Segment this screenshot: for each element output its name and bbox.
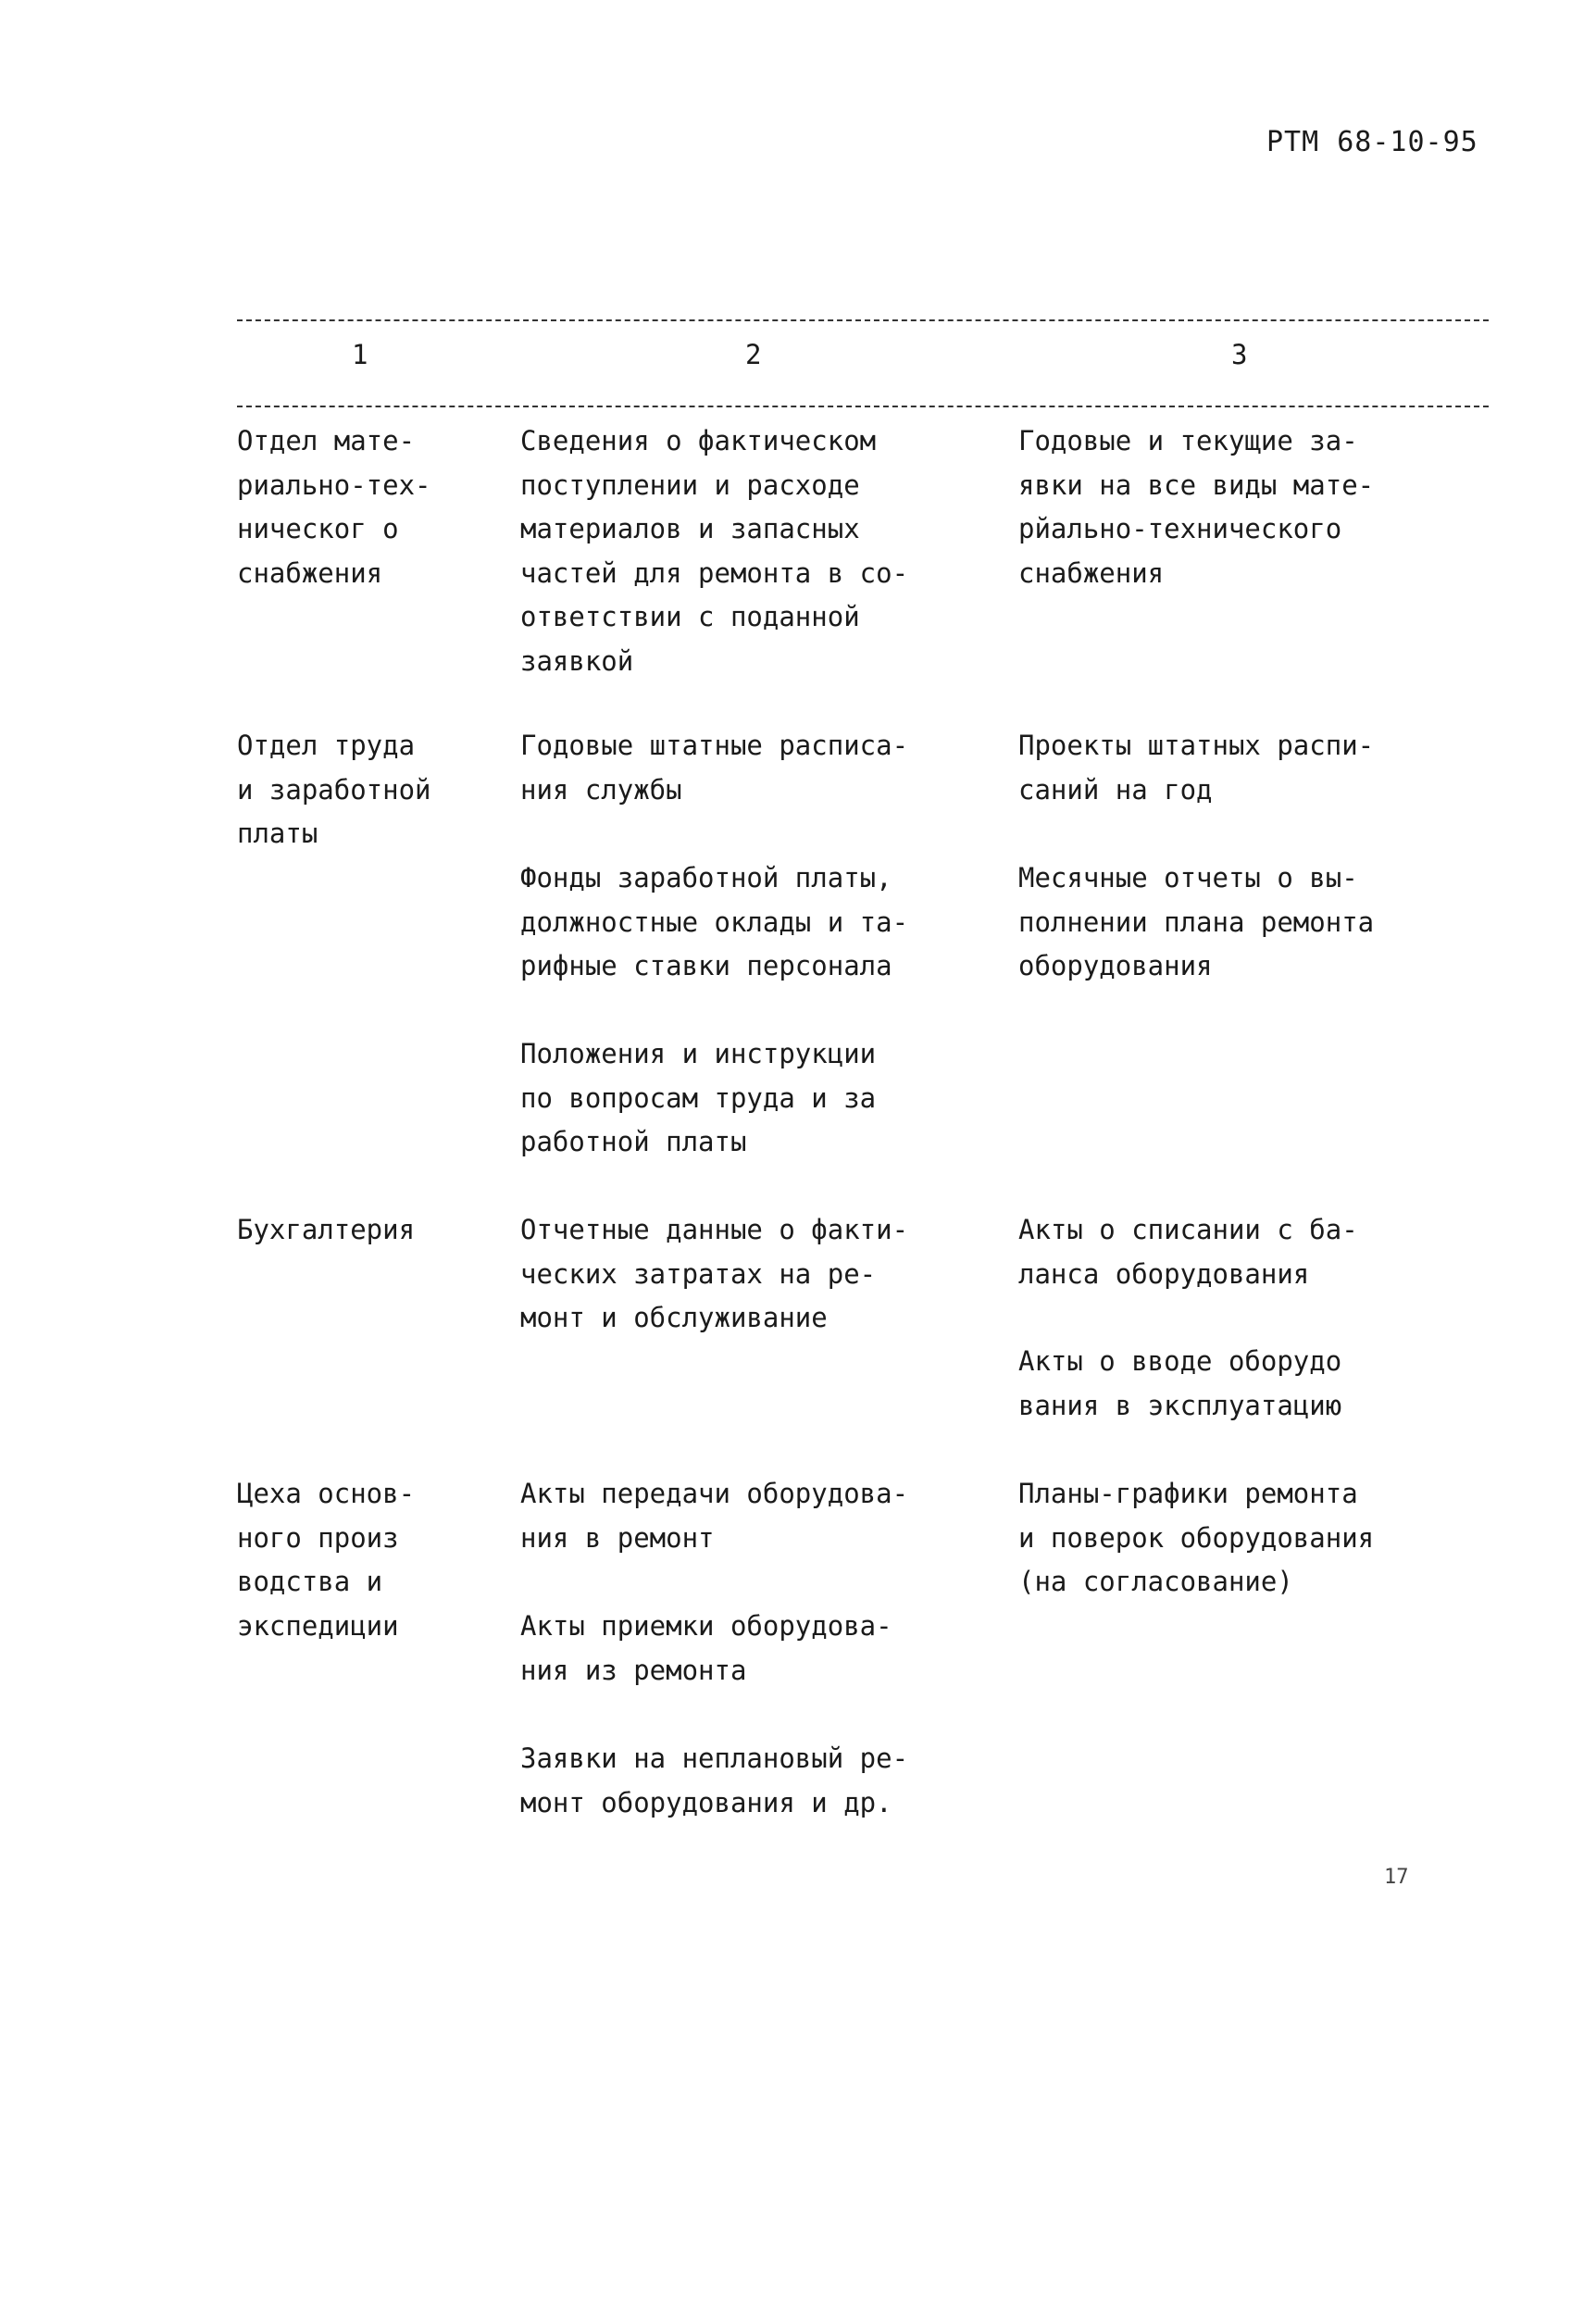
row-2-provides-1: Годовые штатные расписа- ния службы — [520, 730, 909, 806]
column-number-2: 2 — [745, 339, 762, 370]
row-4-receives-1: Планы-графики ремонта и поверок оборудования (на согласование) — [1018, 1478, 1375, 1597]
table-top-rule — [237, 319, 1489, 321]
row-4-provides-1: Акты передачи оборудова- ния в ремонт — [520, 1478, 909, 1554]
table-header-rule — [237, 406, 1489, 407]
row-2-provides-3: Положения и инструкции по вопросам труда и за работной платы — [520, 1038, 877, 1157]
row-2-department: Отдел труда и заработной платы — [237, 730, 431, 849]
row-4-department: Цеха основ- ного произ водства и экспедиции — [237, 1478, 416, 1642]
column-number-1: 1 — [352, 339, 368, 370]
row-4-provides-2: Акты приемки оборудова- ния из ремонта — [520, 1610, 892, 1686]
row-2-receives-2: Месячные отчеты о вы- полнении плана ремонта оборудования — [1018, 862, 1375, 981]
row-1-provides-1: Сведения о фактическом поступлении и расходе материалов и запасных частей для ремонта в со- ответствии с поданной заявкой — [520, 425, 909, 677]
page-number: 17 — [1384, 1866, 1409, 1889]
document-code: РТМ 68-10-95 — [1266, 126, 1478, 158]
row-3-receives-1: Акты о списании с ба- ланса оборудования — [1018, 1214, 1358, 1290]
column-number-3: 3 — [1231, 339, 1248, 370]
row-2-provides-2: Фонды заработной платы, должностные оклады и та- рифные ставки персонала — [520, 862, 909, 981]
row-1-department: Отдел мате- риально-тех- ническог о снабжения — [237, 425, 431, 589]
row-3-receives-2: Акты о вводе оборудо вания в эксплуатацию — [1018, 1345, 1342, 1421]
row-2-receives-1: Проекты штатных распи- саний на год — [1018, 730, 1375, 806]
row-4-provides-3: Заявки на неплановый ре- монт оборудования и др. — [520, 1743, 909, 1818]
row-3-provides-1: Отчетные данные о факти- ческих затратах на ре- монт и обслуживание — [520, 1214, 909, 1333]
row-1-receives-1: Годовые и текущие за- явки на все виды мате- рйально-технического снабжения — [1018, 425, 1375, 589]
row-3-department: Бухгалтерия — [237, 1214, 416, 1245]
